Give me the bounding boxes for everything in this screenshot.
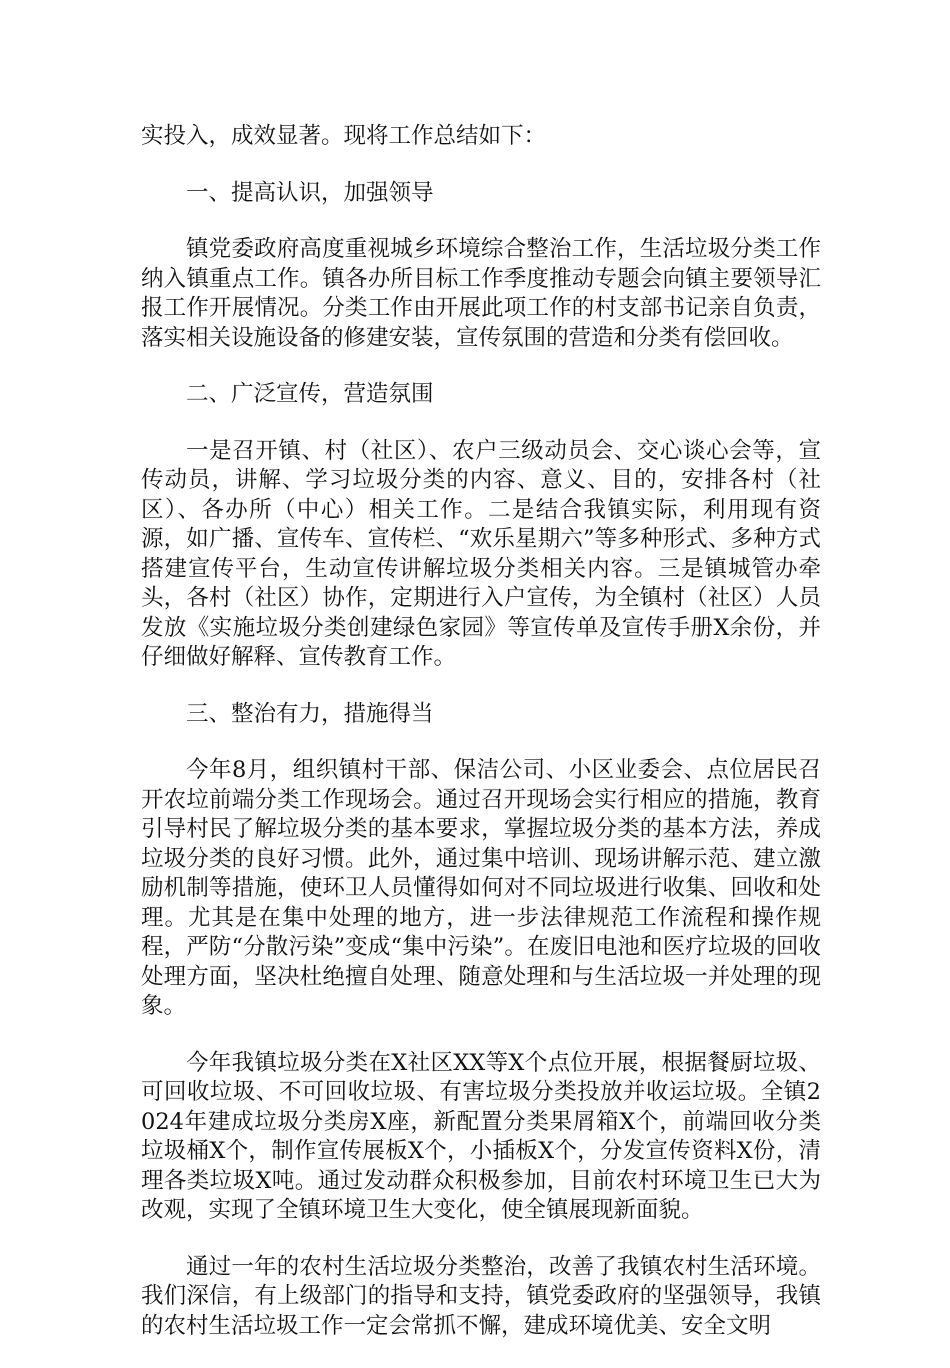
closing-paragraph: 通过一年的农村生活垃圾分类整治，改善了我镇农村生活环境。我们深信，有上级部门的指导和支持，镇党委政府的坚强领导，我镇的农村生活垃圾工作一定会常抓不懈，建成环境优美、安全文明: [141, 1253, 821, 1339]
section-2-paragraph: 一是召开镇、村（社区）、农户三级动员会、交心谈心会等，宣传动员，讲解、学习垃圾分类的内容、意义、目的，安排各村（社区）、各办所（中心）相关工作。二是结合我镇实际，利用现有资源，如广播、宣传车、宣传栏、“欢乐星期六”等多种形式、多种方式搭建宣传平台，生动宣传讲解垃圾分类相关内容。三是镇城管办牵头，各村（社区）协作，定期进行入户宣传，为全镇村（社区）人员发放《实施垃圾分类创建绿色家园》等宣传单及宣传手册X余份，并仔细做好解释、宣传教育工作。: [141, 437, 821, 670]
document-body: [141, 122, 821, 1368]
section-3-heading: 三、整治有力，措施得当: [186, 700, 434, 727]
section-3-paragraph-2: 今年我镇垃圾分类在X社区XX等X个点位开展，根据餐厨垃圾、可回收垃圾、不可回收垃圾、有害垃圾分类投放并收运垃圾。全镇2024年建成垃圾分类房X座，新配置分类果屑箱X个，前端回收分类垃圾桶X个，制作宣传展板X个，小插板X个，分发宣传资料X份，清理各类垃圾X吨。通过发动群众积极参加，目前农村环境卫生已大为改观，实现了全镇环境卫生大变化，使全镇展现新面貌。: [141, 1049, 821, 1223]
intro-paragraph: 实投入，成效显著。现将工作总结如下：: [141, 123, 547, 149]
section-1-paragraph: 镇党委政府高度重视城乡环境综合整治工作，生活垃圾分类工作纳入镇重点工作。镇各办所目标工作季度推动专题会向镇主要领导汇报工作开展情况。分类工作由开展此项工作的村支部书记亲自负责，落实相关设施设备的修建安装，宣传氛围的营造和分类有偿回收。: [141, 236, 821, 351]
section-2-heading: 二、广泛宣传，营造氛围: [186, 381, 434, 407]
section-3-paragraph-1: 今年8月，组织镇村干部、保洁公司、小区业委会、点位居民召开农垃前端分类工作现场会。通过召开现场会实行相应的措施，教育引导村民了解垃圾分类的基本要求，掌握垃圾分类的基本方法，养成垃圾分类的良好习惯。此外，通过集中培训、现场讲解示范、建立激励机制等措施，使环卫人员懂得如何对不同垃圾进行收集、回收和处理。尤其是在集中处理的地方，进一步法律规范工作流程和操作规程，严防“分散污染”变成“集中污染”。在废旧电池和医疗垃圾的回收处理方面，坚决杜绝擅自处理、随意处理和与生活垃圾一并处理的现象。: [141, 757, 821, 1019]
section-1-heading: 一、提高认识，加强领导: [186, 179, 434, 206]
